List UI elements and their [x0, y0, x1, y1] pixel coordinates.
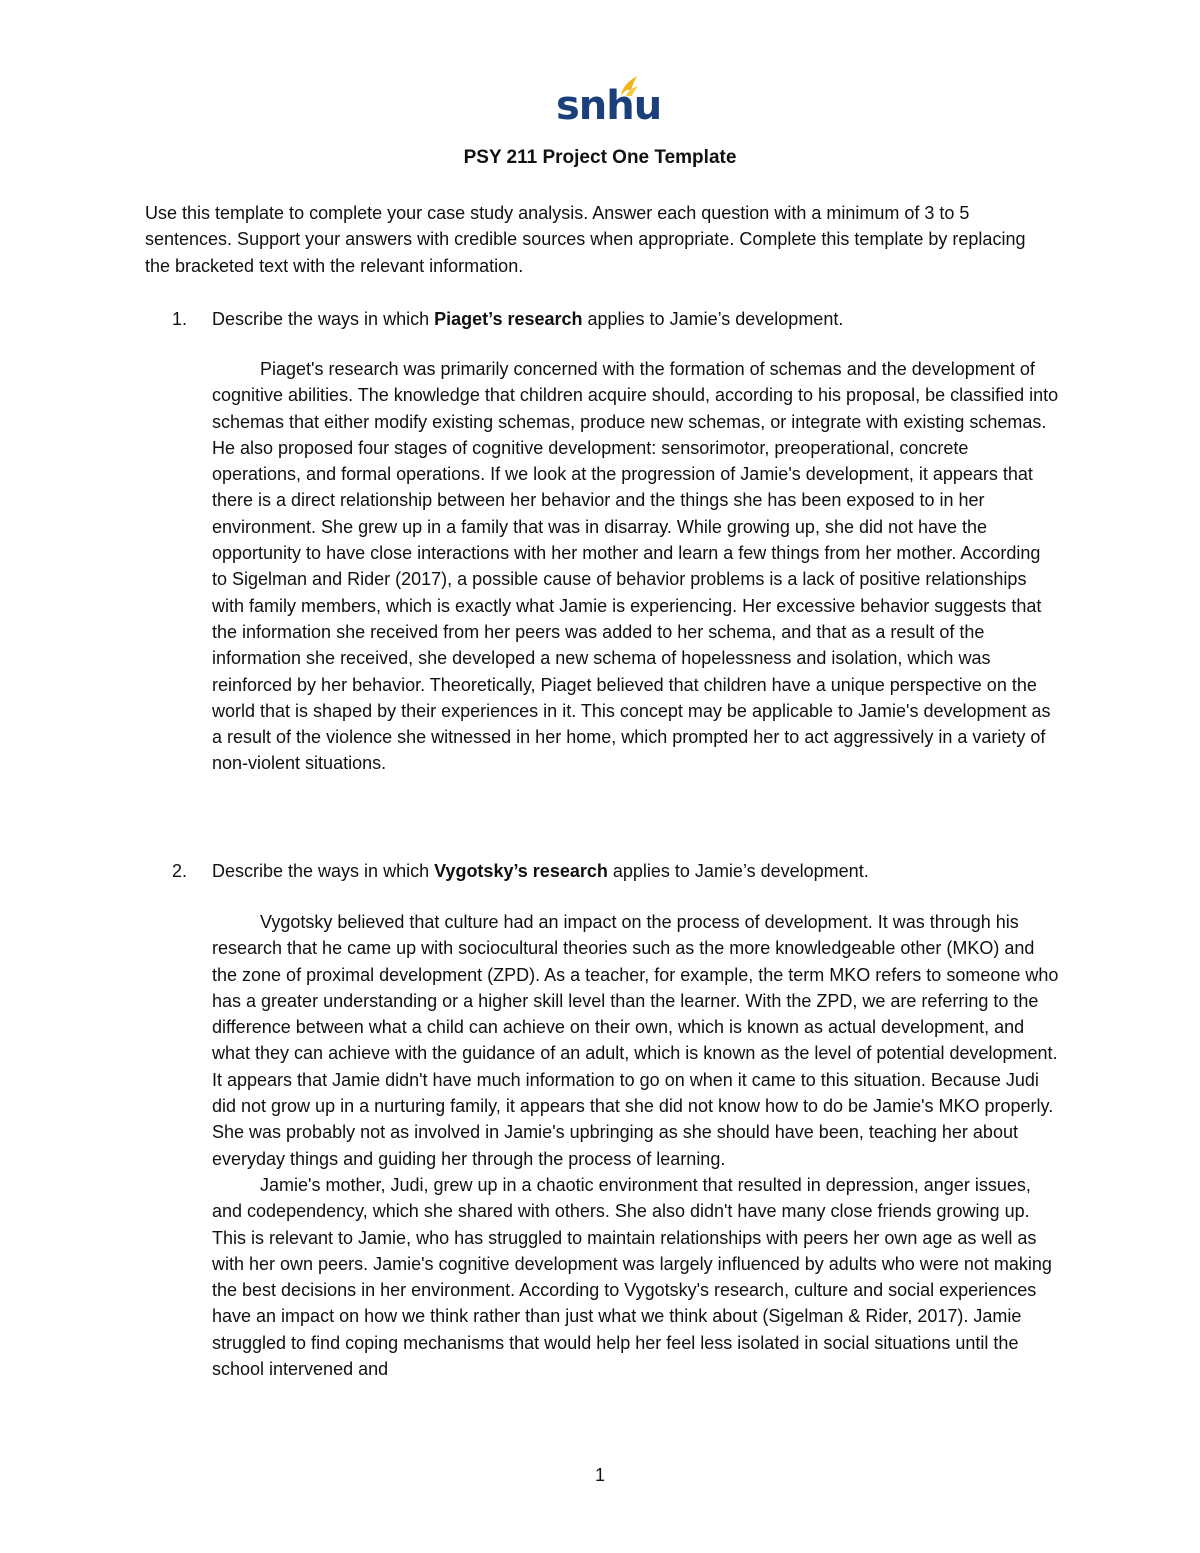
question-text: Describe the ways in which Piaget’s research applies to Jamie’s development.	[212, 309, 844, 329]
document-title: PSY 211 Project One Template	[463, 147, 737, 168]
snhu-logo	[556, 74, 662, 132]
answer-2	[212, 909, 1060, 1382]
question-number: 2.	[172, 861, 188, 881]
logo-text: snhu	[556, 83, 662, 129]
question-number: 1.	[172, 309, 188, 329]
question-text: Describe the ways in which Vygotsky’s research applies to Jamie’s development.	[212, 861, 869, 881]
question-emphasis: Piaget’s research	[434, 309, 583, 329]
page-number: 1	[594, 1465, 605, 1485]
answer-paragraph: Piaget's research was primarily concerned with the formation of schemas and the development of cognitive abilities. The knowledge that children acquire should, according to his proposal, be classified into schemas that either modify existing schemas, produce new schemas, or integrate with existing schemas. He also proposed four stages of cognitive development: sensorimotor, preoperational, concrete operations, and formal operations. If we look at the progression of Jamie's development, it appears that there is a direct relationship between her behavior and the things she has been exposed to in her environment. She grew up in a family that was in disarray. While growing up, she did not have the opportunity to have close interactions with her mother and learn a few things from her mother. According to Sigelman and Rider (2017), a possible cause of behavior problems is a lack of positive relationships with family members, which is exactly what Jamie is experiencing. Her excessive behavior suggests that the information she received from her peers was added to her schema, and that as a result of the information she received, she developed a new schema of hopelessness and isolation, which was reinforced by her behavior. Theoretically, Piaget believed that children have a unique perspective on the world that is shaped by their experiences in it. This concept may be applicable to Jamie's development as a result of the violence she witnessed in her home, which prompted her to act aggressively in a variety of non-violent situations.	[212, 359, 1059, 774]
answer-paragraph: Jamie's mother, Judi, grew up in a chaotic environment that resulted in depression, anger issues, and codependency, which she shared with others. She also didn't have many close friends growing up. This is relevant to Jamie, who has struggled to maintain relationships with peers her own age as well as with her own peers. Jamie's cognitive development was largely influenced by adults who were not making the best decisions in her environment. According to Vygotsky's research, culture and social experiences have an impact on how we think rather than just what we think about (Sigelman & Rider, 2017). Jamie struggled to find coping mechanisms that would help her feel less isolated in social situations until the school intervened and	[212, 1174, 1052, 1380]
intro-paragraph: Use this template to complete your case study analysis. Answer each question with a minimum of 3 to 5 sentences. Support your answers with credible sources when appropriate. Complete this template by replacing the bracketed text with the relevant information.	[145, 203, 1026, 276]
answer-1	[212, 356, 1060, 777]
answer-paragraph: Vygotsky believed that culture had an impact on the process of development. It was through his research that he came up with sociocultural theories such as the more knowledgeable other (MKO) and the zone of proximal development (ZPD). As a teacher, for example, the term MKO refers to someone who has a greater understanding or a higher skill level than the learner. With the ZPD, we are referring to the difference between what a child can achieve on their own, which is known as actual development, and what they can achieve with the guidance of an adult, which is known as the level of potential development. It appears that Jamie didn't have much information to go on when it came to this situation. Because Judi did not grow up in a nurturing family, it appears that she did not know how to do be Jamie's MKO properly. She was probably not as involved in Jamie's upbringing as she should have been, teaching her about everyday things and guiding her through the process of learning.	[212, 912, 1059, 1169]
question-emphasis: Vygotsky’s research	[434, 861, 608, 881]
